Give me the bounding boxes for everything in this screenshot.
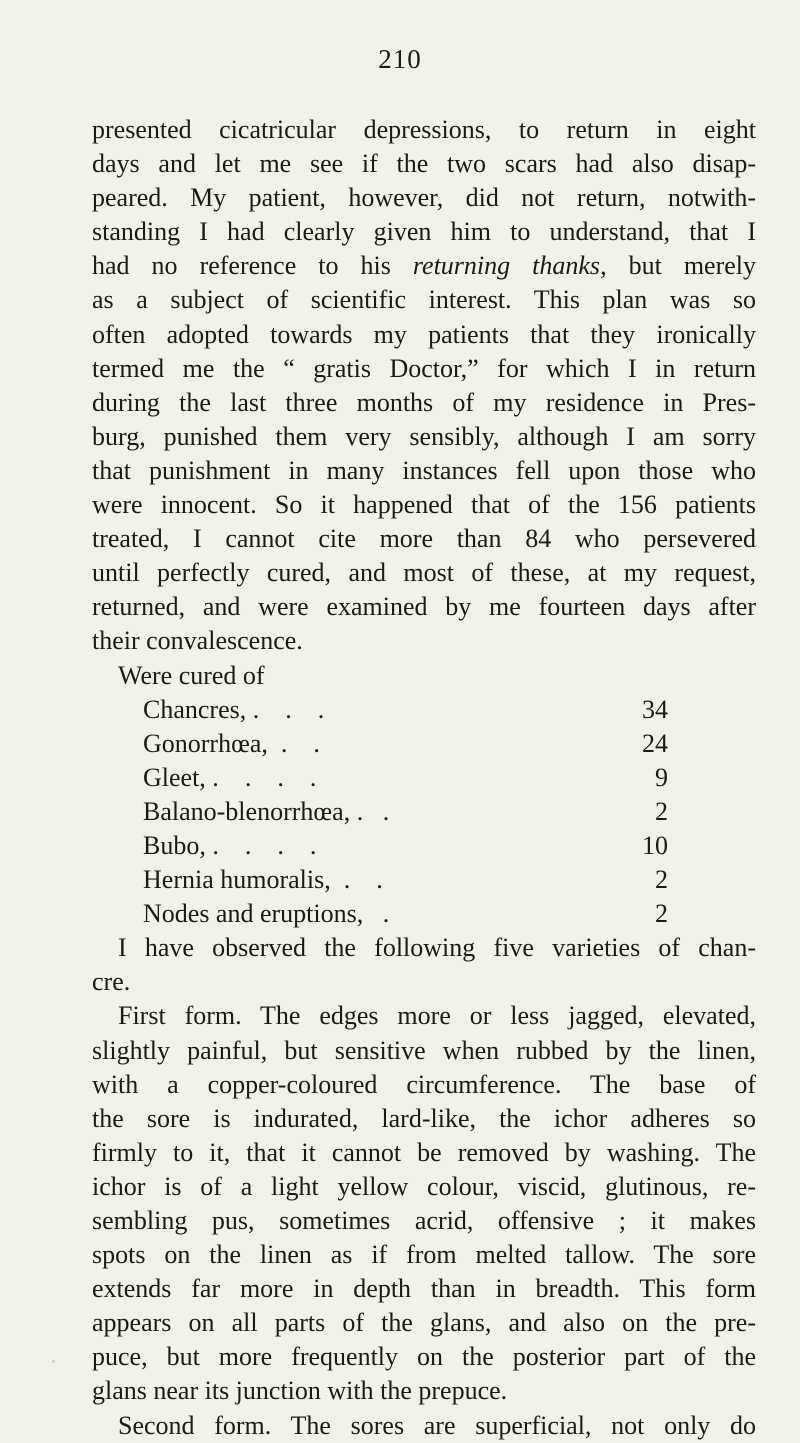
cured-table: [143, 693, 668, 932]
text-line: presented cicatricular depressions, to return in eight: [92, 115, 756, 144]
page-number: 210: [378, 44, 422, 74]
text-line: standing I had clearly given him to understand, that I: [92, 217, 756, 247]
table-row: [143, 693, 668, 727]
text-line: the sore is indurated, lard-like, the ichor adheres so: [92, 1103, 756, 1133]
paragraph-second-form: [92, 1409, 756, 1443]
row-value: 10: [642, 830, 668, 860]
text-line: sembling pus, sometimes acrid, offensive ; it makes: [92, 1206, 756, 1235]
text-line: treated, I cannot cite more than 84 who persevered: [92, 524, 756, 554]
disease-name: Gonorrhœa,: [143, 728, 268, 758]
disease-name: Bubo, .: [143, 830, 219, 860]
row-value: 9: [655, 762, 668, 792]
text-line: firmly to it, that it cannot be removed by washing. The: [92, 1137, 756, 1167]
table-row: [143, 863, 668, 897]
leader-dots: . .: [330, 865, 383, 895]
text-line: spots on the linen as if from melted tallow. The sore: [92, 1240, 756, 1270]
leader-dots: . . .: [218, 762, 317, 792]
text-line: appears on all parts of the glans, and also on the pre-: [92, 1308, 756, 1338]
row-value: 2: [655, 796, 668, 826]
text-line: I have observed the following five varieties of chan-: [118, 933, 756, 963]
table-row: [143, 829, 668, 863]
table-row: [143, 897, 668, 931]
text-line: during the last three months of my residence in Pres-: [92, 387, 756, 417]
row-label: [143, 761, 316, 795]
disease-name: Hernia humoralis,: [143, 865, 331, 895]
table-row: [143, 795, 668, 829]
row-value: 2: [655, 865, 668, 895]
text-line: that punishment in many instances fell upon those who: [92, 455, 756, 485]
table-row: [143, 727, 668, 761]
leader-dots: . .: [267, 728, 320, 758]
text-line: puce, but more frequently on the posterior part of the: [92, 1342, 756, 1372]
text-line: cre.: [92, 967, 131, 997]
text-span: , but merely: [600, 251, 757, 281]
leader-dots: . . .: [218, 830, 317, 860]
paragraph-varieties: [92, 931, 756, 999]
italic-phrase: returning thanks: [412, 251, 601, 281]
text-line: Second form. The sores are superficial, not only do: [118, 1410, 756, 1440]
table-row: [143, 761, 668, 795]
text-line: glans near its junction with the prepuce.: [92, 1376, 508, 1406]
row-label: [143, 897, 389, 931]
row-label: [143, 727, 320, 761]
disease-name: Balano-blenorrhœa, .: [143, 796, 364, 826]
text-line: slightly painful, but sensitive when rubbed by the linen,: [92, 1035, 756, 1065]
row-value: 34: [642, 694, 668, 724]
text-line: often adopted towards my patients that they ironically: [92, 319, 756, 349]
text-line: First form. The edges more or less jagged, elevated,: [118, 1001, 756, 1031]
paper-speck: [52, 1360, 55, 1363]
text-line: as a subject of scientific interest. This plan was so: [92, 285, 756, 315]
row-label: [143, 693, 324, 727]
text-line: with a copper-coloured circumference. The base of: [92, 1069, 756, 1099]
page-body: [92, 113, 756, 1443]
leader-dots: . . .: [246, 694, 325, 724]
text-line: until perfectly cured, and most of these, at my request,: [92, 558, 756, 588]
text-line: ichor is of a light yellow colour, viscid, glutinous, re-: [92, 1171, 756, 1201]
row-value: 2: [655, 899, 668, 929]
disease-name: Gleet, .: [143, 762, 219, 792]
row-value: 24: [642, 728, 668, 758]
disease-name: Nodes and eruptions,: [143, 899, 364, 929]
text-line: [92, 249, 756, 283]
row-label: [143, 829, 316, 863]
row-label: [143, 795, 389, 829]
text-line: their convalescence.: [92, 626, 303, 656]
row-label: [143, 863, 383, 897]
text-line: extends far more in depth than in breadth. This form: [92, 1274, 756, 1304]
leader-dots: .: [363, 796, 390, 826]
text-line: were innocent. So it happened that of the 156 patients: [92, 490, 756, 520]
paragraph-first-form: [92, 999, 756, 1408]
text-line: burg, punished them very sensibly, although I am sorry: [92, 421, 756, 451]
paragraph-intro: [92, 113, 756, 659]
text-span: had no reference to his: [92, 251, 413, 281]
text-line: peared. My patient, however, did not return, notwith-: [92, 183, 756, 213]
cured-heading: Were cured of: [118, 660, 265, 690]
leader-dots: .: [363, 899, 390, 929]
disease-name: Chancres,: [143, 694, 247, 724]
text-line: days and let me see if the two scars had also disap-: [92, 149, 756, 179]
text-line: returned, and were examined by me fourteen days after: [92, 592, 756, 622]
text-line: termed me the “ gratis Doctor,” for which I in return: [92, 353, 756, 383]
